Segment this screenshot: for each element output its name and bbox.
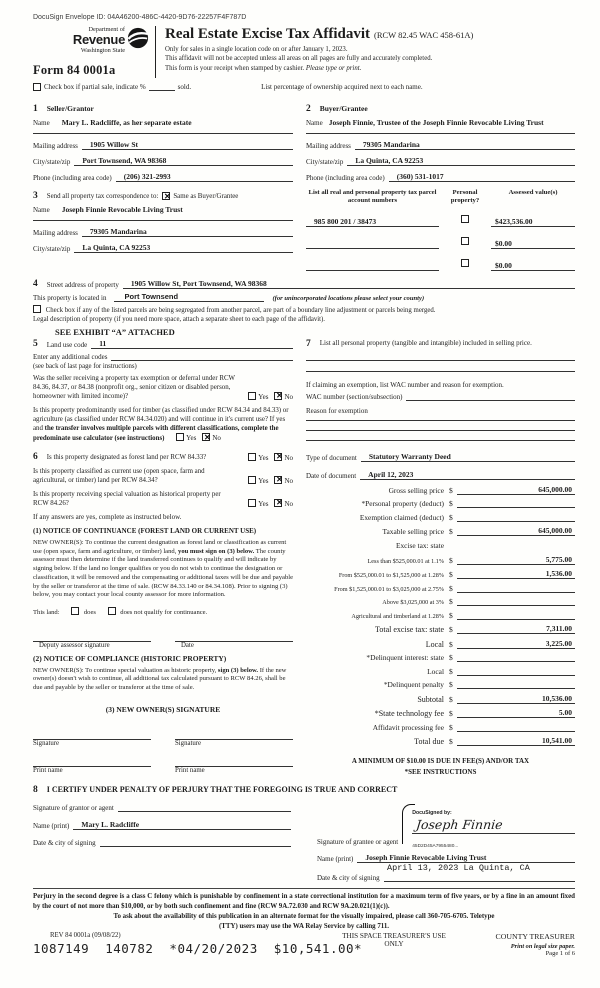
revenue-wordmark: Revenue <box>72 32 125 47</box>
q-yes-checkbox[interactable] <box>248 453 256 461</box>
subtitle-line3: This form is your receipt when stamped by cashier. Please type or print. <box>165 64 362 72</box>
parcel-row <box>306 209 575 227</box>
date-of-document-label: Date of document <box>306 472 357 481</box>
owner-signature-2: Signature <box>175 730 293 747</box>
notice-compliance-body: NEW OWNER(S): To continue special valuation as historic property, sign (3) below. If the new owner(s) doesn't wish to continue, all additional tax calculated pursuant to RCW 84.26, shall be due and payable by the seller or transferor at the time of sale. <box>33 666 287 692</box>
owner-signature-line[interactable] <box>175 730 293 740</box>
amount-field[interactable]: 5.00 <box>457 708 575 718</box>
forest-land-question: 6 Is this property designated as forest land per RCW 84.33? Yes ✕ No <box>33 451 293 463</box>
tax-total-row: Total due $ 10,541.00 <box>306 736 575 746</box>
page-footer <box>33 932 575 988</box>
tax-total-row: Local $ 3,225.00 <box>306 639 575 649</box>
amount-field[interactable] <box>457 723 575 732</box>
tax-total-row: *Delinquent penalty $ <box>306 680 575 689</box>
amount-field[interactable] <box>457 499 575 508</box>
amount-field[interactable]: 645,000.00 <box>457 485 575 495</box>
divider <box>33 888 575 889</box>
docusigned-by-label: DocuSigned by: <box>412 810 452 817</box>
q-no-checkbox[interactable] <box>274 392 282 400</box>
notice-continuance-title: (1) NOTICE OF CONTINUANCE (FOREST LAND OR CURRENT USE) <box>33 526 257 535</box>
current-use-question: Is this property classified as current use (open space, farm and agricultural, or timber) land per RCW 84.34? Yes ✕ No <box>33 468 293 486</box>
q-yes-checkbox[interactable] <box>248 476 256 484</box>
grantee-certification: Signature of grantee or agent DocuSigned by: Joseph Finnie 45D2D45A7955480... Name (print) Joseph Finnie Revocable Living Trust April 13, 2023 La Quinta, CA Date & city of signing <box>317 801 575 882</box>
this-land-row: This land: does does not qualify for continuance. <box>33 608 208 616</box>
amount-field[interactable]: 7,311.00 <box>457 624 575 634</box>
county-treasurer-label: COUNTY TREASURER <box>495 931 575 941</box>
dept-of-label: Department of <box>88 26 125 33</box>
tax-row: *Personal property (deduct) $ <box>306 499 575 508</box>
tax-rate-row: From $1,525,000.01 to $3,025,000 at 2.75% $ <box>306 584 575 593</box>
grantor-date-city-field[interactable] <box>100 838 291 847</box>
grantor-print-name-field[interactable]: Mary L. Radcliffe <box>73 820 291 830</box>
tax-rate-row: Agricultural and timberland at 1.28% $ <box>306 611 575 620</box>
partial-sale-row <box>33 83 575 91</box>
owner-print-line[interactable] <box>175 757 293 767</box>
tax-total-row: *Delinquent interest: state $ <box>306 653 575 662</box>
minimum-fee-note: A MINIMUM OF $10.00 IS DUE IN FEE(S) AND/OR TAX *SEE INSTRUCTIONS <box>351 757 530 776</box>
excise-tax-state-label: Excise tax: state <box>395 541 444 551</box>
deputy-date-line[interactable] <box>175 632 293 642</box>
grantor-certification: Signature of grantor or agent Name (print) Mary L. Radcliffe Date & city of signing <box>33 801 291 882</box>
seller-csz-field[interactable]: Port Townsend, WA 98368 <box>74 156 293 166</box>
section-3-correspondence: 3 Send all property tax correspondence to: ✕ Same as Buyer/Grantee Name Joseph Finnie Revocable Living Trust Mailing address 79305 Mandarina City/state/zip La Quinta, CA 92253 <box>33 191 293 253</box>
owner-print-line[interactable] <box>33 757 151 767</box>
if-yes-note: If any answers are yes, complete as instructed below. <box>33 512 182 521</box>
amount-field[interactable] <box>457 680 575 689</box>
tax-row: Taxable selling price $ 645,000.00 <box>306 526 575 536</box>
parcel-number-field[interactable] <box>306 262 439 271</box>
docusign-id: 45D2D45A7955480... <box>412 843 459 849</box>
exemption-intro: If claiming an exemption, list WAC number and reason for exemption. <box>306 381 504 390</box>
grantee-print-name-field[interactable]: Joseph Finnie Revocable Living Trust <box>357 853 575 863</box>
grantee-date-city-field[interactable] <box>384 873 575 882</box>
located-in-label: This property is located in <box>33 294 107 303</box>
section-8-certification: 8 I CERTIFY UNDER PENALTY OF PERJURY THAT THE FOREGOING IS TRUE AND CORRECT Signature of grantor or agent Name (print) Mary L. Radcliffe Date & city of signing Signature of grantee or agent DocuSigned by: Joseph Finnie 45D2D45A7955480... Name (print) Joseph Finnie Revocable Living Trust April 13, 2023 La Quinta, CA Date & city of signing <box>33 785 575 882</box>
rule <box>33 214 293 221</box>
page-number: Page 1 of 6 <box>545 949 575 957</box>
deputy-date: Date <box>175 632 293 649</box>
agency-block <box>33 26 155 78</box>
wac-number-field[interactable] <box>406 392 575 401</box>
timber-question: Is this property predominantly used for timber (as classified under RCW 84.34 and 84.33) or agriculture (as classified under RCW 84.34.020) and will continue in it's current use? If yes and the transfer involves multiple parcels with different classifications, complete the predominate use calculator (see instructions) Yes ✕ No <box>33 406 293 444</box>
exemption-question: Was the seller receiving a property tax exemption or deferral under RCW 84.36, 84.37, or 84.38 (nonprofit org., senior citizen or disabled person, homeowner with limited income)? Yes ✕ No <box>33 375 293 402</box>
county-note: (for unincorporated locations please select your county) <box>272 295 425 303</box>
docusign-signature-stamp[interactable] <box>402 801 575 852</box>
segregated-label: Check box if any of the listed parcels are being segregated from another parcel, are part of a boundary line adjustment or parcels being merged. <box>45 307 436 315</box>
owner-signature-line[interactable] <box>33 730 151 740</box>
street-address-label: Street address of property <box>46 281 119 290</box>
amount-field[interactable]: 5,775.00 <box>457 555 575 565</box>
middle-columns <box>33 339 575 777</box>
partial-sold-label: sold. <box>177 83 192 91</box>
section-5-land-use: 5 Land use code 11 Enter any additional codes (see back of last page for instructions) Was the seller receiving a property tax exemption or deferral under RCW 84.36, 84.37, or 84.38 (nonprofit org., senior citizen or disabled person, homeowner with limited income)? Yes ✕ No Is this property predominantly used for timber (as classified under RCW 84.34 and 84.33) or agriculture (as classified under RCW 84.34.020) and will continue in it's current use? If yes and the transfer involves multiple parcels with different classifications, complete the predominate use calculator (see instructions) Yes ✕ No <box>33 339 293 443</box>
partial-sale-checkbox[interactable] <box>33 83 41 91</box>
certify-statement: I CERTIFY UNDER PENALTY OF PERJURY THAT THE FOREGOING IS TRUE AND CORRECT <box>46 785 398 795</box>
q-yes-checkbox[interactable] <box>176 433 184 441</box>
subtitle-line1: Only for sales in a single location code on or after January 1, 2023. <box>165 45 348 53</box>
parcel-row <box>306 253 575 271</box>
tax-row: Exemption claimed (deduct) $ <box>306 513 575 522</box>
tax-total-row: Local $ <box>306 667 575 676</box>
amount-field[interactable] <box>457 653 575 662</box>
page-title: Real Estate Excise Tax Affidavit <box>165 26 370 42</box>
assessed-value-field[interactable]: $0.00 <box>491 261 575 271</box>
owner-signature-1: Signature <box>33 730 151 747</box>
tax-total-row: Subtotal $ 10,536.00 <box>306 694 575 704</box>
seller-buyer-columns <box>33 98 575 271</box>
located-in-field[interactable]: Port Townsend <box>114 292 264 302</box>
deputy-assessor-sig: Deputy assessor signature <box>33 632 151 649</box>
assessed-value-field[interactable]: $423,536.00 <box>491 217 575 227</box>
tax-total-row: Affidavit processing fee $ <box>306 723 575 732</box>
q-no-checkbox[interactable] <box>274 499 282 507</box>
q-no-checkbox[interactable] <box>274 453 282 461</box>
section-6-designations <box>33 451 293 774</box>
reason-line[interactable] <box>306 431 575 441</box>
amount-field[interactable]: 645,000.00 <box>457 526 575 536</box>
parcel-table <box>306 189 575 271</box>
amount-field[interactable] <box>457 584 575 593</box>
section-4-property: 4 Street address of property 1905 Willow St, Port Townsend, WA 98368 This property is located in Port Townsend (for unincorporated locations please select your county) Check box if any of the listed parcels are being segregated from another parcel, are part of a boundary line adjustment or parcels being merged. Legal description of property (if you need more space, attach a separate sheet to each page of the affidavit). SEE EXHIBIT “A” ATTACHED <box>33 279 575 339</box>
deputy-signature-line[interactable] <box>33 632 151 642</box>
personal-property-checkbox[interactable] <box>461 237 469 245</box>
subtitle-line2: This affidavit will not be accepted unless all areas on all pages are fully and accurately completed. <box>165 55 433 63</box>
does-not-checkbox[interactable] <box>108 607 116 615</box>
see-back-note: (see back of last page for instructions) <box>33 363 137 371</box>
additional-codes-label: Enter any additional codes <box>33 353 108 362</box>
correspondence-csz-field[interactable]: La Quinta, CA 92253 <box>74 243 293 253</box>
reason-line[interactable] <box>306 421 575 431</box>
seller-phone-field[interactable]: (206) 321-2993 <box>116 172 293 182</box>
form-number: Form 84 0001a <box>33 63 116 77</box>
amount-field[interactable]: 3,225.00 <box>457 639 575 649</box>
correspondence-name-field[interactable]: Joseph Finnie Revocable Living Trust <box>61 205 183 214</box>
personal-property-header: Personal property? <box>450 189 480 205</box>
correspondence-mailing-field[interactable]: 79305 Mandarina <box>82 227 293 237</box>
buyer-mailing-field[interactable]: 79305 Mandarina <box>355 140 575 150</box>
docusign-envelope-id: DocuSign Envelope ID: 04A46200-486C-4420-9D76-22257F4F787D <box>33 14 247 21</box>
parcel-row <box>306 231 575 249</box>
buyer-phone-field[interactable]: (360) 531-1017 <box>389 172 575 182</box>
buyer-heading: Buyer/Grantee <box>319 104 368 113</box>
grantee-sig-label: Signature of grantee or agent <box>317 837 399 846</box>
personal-property-checkbox[interactable] <box>461 259 469 267</box>
parcel-number-field[interactable]: 985 800 201 / 38473 <box>306 217 439 227</box>
revenue-logo <box>33 26 149 54</box>
section-7-personal-property: 7 List all personal property (tangible and intangible) included in selling price. If claiming an exemption, list WAC number and reason for exemption. WAC number (section/subsection) Reason for exemption Type of document Statutory Warranty Deed Date of document April 12, 2023 Gross selling price $ 645,000.00 *Personal property (deduct) $ Exemption claimed (deduct) $ Taxable selling price $ 645,000.00 Excise tax: state Less than $525,000.01 at 1.1% $ 5,775.00 From $525,000.01 to $1,525,000 at 1.28% $ 1,536.00 From $1,525,000.01 to $3,025,000 at 2.75% $ Above $3,025,000 at 3% $ Agricultural and timberland at 1.28% $ Total excise tax: state $ 7,311.00 Local $ 3,225.00 *Delinquent interest: state $ Local $ *Delinquent penalty $ Subtotal $ 10,536.00 *State technology fee $ 5.00 Affidavit processing fee $ Total due $ 10,541.00 A MINIMUM OF $10.00 IS DUE IN FEE(S) AND/OR TAX *SEE INSTRUCTIONS <box>306 339 575 777</box>
print-legal-note: Print on legal size paper. <box>510 942 575 950</box>
personal-property-line[interactable] <box>306 361 575 372</box>
street-address-field[interactable]: 1905 Willow St, Port Townsend, WA 98368 <box>123 279 353 289</box>
buyer-csz-field[interactable]: La Quinta, CA 92253 <box>347 156 575 166</box>
revenue-swoosh-icon <box>127 27 149 49</box>
land-use-code-field[interactable]: 11 <box>91 339 293 349</box>
additional-codes-field[interactable] <box>111 352 293 361</box>
assessed-value-header: Assessed value(s) <box>508 189 558 196</box>
tax-rate-row: Less than $525,000.01 at 1.1% $ 5,775.00 <box>306 555 575 565</box>
amount-field[interactable] <box>457 513 575 522</box>
tax-row: Gross selling price $ 645,000.00 <box>306 485 575 495</box>
grantee-signature-line <box>412 833 575 834</box>
form-revision: REV 84 0001a (09/08/22) <box>50 931 121 939</box>
ownership-note: List percentage of ownership acquired next to each name. <box>261 83 423 91</box>
personal-property-line[interactable] <box>306 349 575 361</box>
title-rcw: (RCW 82.45 WAC 458-61A) <box>374 30 474 40</box>
grantor-signature-field[interactable] <box>118 803 291 812</box>
amount-field[interactable] <box>457 667 575 676</box>
historic-question: Is this property receiving special valuation as historical property per RCW 84.26? Yes ✕ No <box>33 491 293 509</box>
q-yes-checkbox[interactable] <box>248 499 256 507</box>
partial-sale-label: Check box if partial sale, indicate % <box>44 83 146 91</box>
seller-mailing-field[interactable]: 1905 Willow St <box>82 140 293 150</box>
amount-field[interactable]: 10,541.00 <box>457 736 575 746</box>
amount-field[interactable]: 1,536.00 <box>457 569 575 579</box>
q-no-checkbox[interactable] <box>274 476 282 484</box>
tax-rate-row: From $525,000.01 to $1,525,000 at 1.28% $ 1,536.00 <box>306 569 575 579</box>
wac-label: WAC number (section/subsection) <box>306 393 403 402</box>
seller-heading: Seller/Grantor <box>46 104 94 113</box>
seller-name-field[interactable]: Mary L. Radcliffe, as her separate estate <box>61 118 192 127</box>
correspondence-label: Send all property tax correspondence to: <box>46 192 159 200</box>
parcel-numbers-header: List all real and personal property tax parcel account numbers <box>308 189 437 205</box>
washington-state-label: Washington State <box>80 47 125 54</box>
grantee-typed-date-city: April 13, 2023 La Quinta, CA <box>387 862 530 873</box>
treasurer-use-label: THIS SPACE TREASURER'S USE ONLY <box>342 931 446 948</box>
section-1-seller: 1 Seller/Grantor Name Mary L. Radcliffe, as her separate estate Mailing address 1905 Willow St City/state/zip Port Townsend, WA 98368 Phone (including area code) (206) 321-2993 <box>33 98 293 182</box>
does-checkbox[interactable] <box>71 607 79 615</box>
amount-field[interactable]: 10,536.00 <box>457 694 575 704</box>
buyer-name-field[interactable]: Joseph Finnie, Trustee of the Joseph Finnie Revocable Living Trust <box>328 118 544 127</box>
form-header <box>33 26 575 78</box>
q-yes-checkbox[interactable] <box>248 392 256 400</box>
q-no-checkbox[interactable] <box>202 433 210 441</box>
same-as-buyer-checkbox[interactable] <box>162 192 170 200</box>
tax-total-row: Total excise tax: state $ 7,311.00 <box>306 624 575 634</box>
new-owner-signature-title: (3) NEW OWNER(S) SIGNATURE <box>105 704 221 714</box>
grantee-signature-script: Joseph Finnie <box>415 817 504 833</box>
reason-label: Reason for exemption <box>306 407 368 416</box>
amount-field[interactable] <box>457 597 575 606</box>
section-2-buyer: 2 Buyer/Grantee Name Joseph Finnie, Trustee of the Joseph Finnie Revocable Living Trust Mailing address 79305 Mandarina City/state/zip La Quinta, CA 92253 Phone (including area code) (360) 531-1017 <box>306 98 575 182</box>
perjury-notice: Perjury in the second degree is a class C felony which is punishable by confinement in a state correctional institution for a maximum term of five years, or by a fine in an amount fixed by the court of not more than $10,000, or by both such confinement and fine (RCW 9A.72.030 and RCW 9A.20.021(1)(c)). To ask about the availability of this publication in an alternate format for the visually impaired, please call 360-705-6705. Teletype (TTY) users may use the WA Relay Service by calling 711. <box>33 892 575 930</box>
parcel-number-field[interactable] <box>306 240 439 249</box>
type-of-document-label: Type of document <box>306 454 357 463</box>
grantor-sig-label: Signature of grantor or agent <box>33 804 114 813</box>
personal-property-intro: List all personal property (tangible and intangible) included in selling price. <box>319 339 532 348</box>
land-use-label: Land use code <box>46 341 88 350</box>
personal-property-checkbox[interactable] <box>461 215 469 223</box>
amount-field[interactable] <box>457 611 575 620</box>
notice-compliance-title: (2) NOTICE OF COMPLIANCE (HISTORIC PROPERTY) <box>33 653 227 663</box>
type-of-document-field[interactable]: Statutory Warranty Deed <box>361 452 472 462</box>
legal-description-value[interactable]: SEE EXHIBIT “A” ATTACHED <box>55 327 175 338</box>
rule <box>33 127 293 134</box>
treasurer-stamp: 1087149 140782 *04/20/2023 $10,541.00* <box>33 940 363 956</box>
title-block <box>155 26 575 78</box>
owner-print-name-1: Print name <box>33 757 151 774</box>
owner-print-name-2: Print name <box>175 757 293 774</box>
partial-percent-field[interactable] <box>149 83 175 91</box>
date-of-document-field[interactable]: April 12, 2023 <box>360 470 470 480</box>
assessed-value-field[interactable]: $0.00 <box>491 239 575 249</box>
same-as-buyer-label: Same as Buyer/Grantee <box>173 192 239 200</box>
tax-total-row: *State technology fee $ 5.00 <box>306 708 575 718</box>
legal-description-label: Legal description of property (if you need more space, attach a separate sheet to each page of the affidavit). <box>33 316 326 324</box>
rule <box>306 127 575 134</box>
tax-rate-row: Above $3,025,000 at 3% $ <box>306 597 575 606</box>
segregated-checkbox[interactable] <box>33 305 41 313</box>
notice-continuance-body: NEW OWNER(S): To continue the current designation as forest land or classification as current use (open space, farm and agriculture, or timber) land, you must sign on (3) below. The county assessor must then determine if the land transferred continues to qualify and will indicate by signing below. If the land no longer qualifies or you do not wish to continue the designation or classification, it will be removed and the compensating or additional taxes will be due and payable by the seller or transferor at the time of sale. (RCW 84.33.140 or 84.34.108). Prior to signing (3) below, you may contact your local county assessor for more information. <box>33 538 294 599</box>
